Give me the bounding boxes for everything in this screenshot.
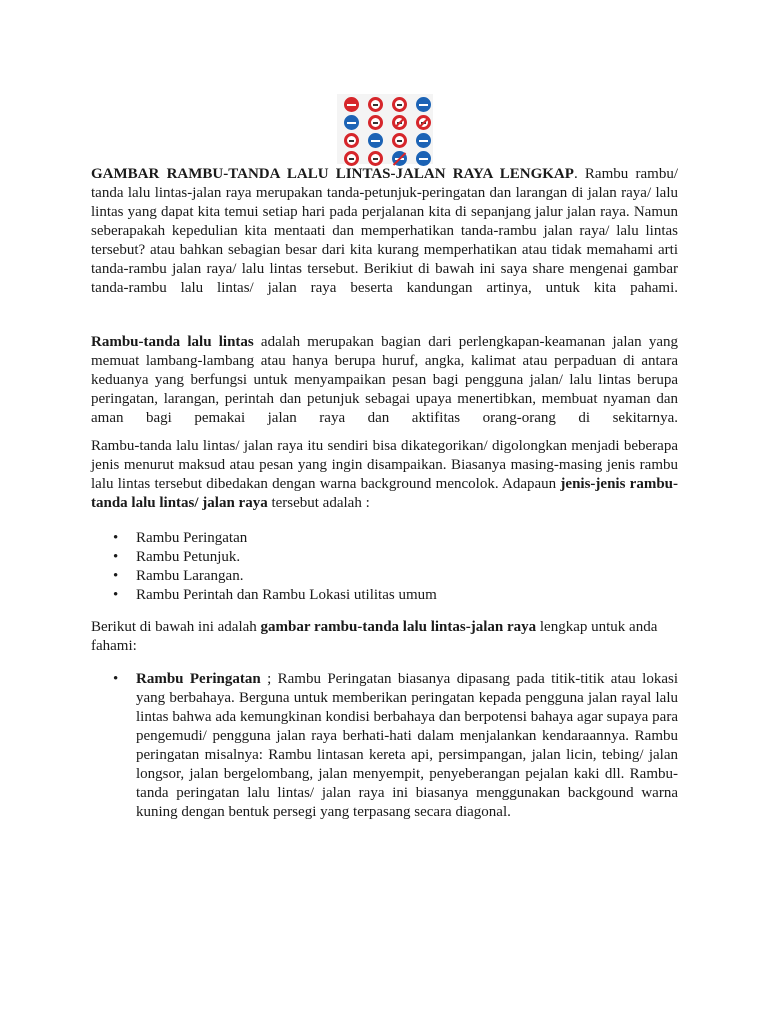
no-entry-ring-sign-icon (344, 133, 359, 148)
types-list-block (91, 529, 678, 605)
pedestrian-sign-icon (368, 115, 383, 130)
list-item: • Rambu Petunjuk. (91, 548, 678, 567)
intro-paragraph (91, 165, 678, 298)
peringatan-text: ; Rambu Peringatan biasanya dipasang pada titik-titik atau lokasi yang berbahaya. Berguna untuk memberikan peringatan kepada pengguna jalan rayal lalu lintas bahwa ada kemungkinan kondisi berbahaya dan berpotensi bahaya agar supaya para pengemudi/ pengguna jalan raya berhati-hati dalam menjalankan kendaraannya. Rambu peringatan misalnya: Rambu lintasan kereta api, persimpangan, jalan licin, tebing/ jalan longsor, jalan bergelombang, jalan menyempit, penyeberangan pejalan kaki dll. Rambu-tanda peringatan lalu lintas/ jalan raya ini biasanya menggunakan backgound warna kuning dengan bentuk persegi yang terpasang secara diagonal. (136, 671, 678, 820)
no-entry-sign-icon (344, 97, 359, 112)
direction-sign-icon (344, 115, 359, 130)
peringatan-block (91, 670, 678, 822)
no-turn-sign-icon (416, 115, 431, 130)
list-item: • Rambu Peringatan (91, 529, 678, 548)
no-car-sign-icon (392, 133, 407, 148)
categories-text: Rambu-tanda lalu lintas/ jalan raya itu sendiri bisa dikategorikan/ digolongkan menjadi beberapa jenis menurut maksud atau pesan yang ingin disampaikan. Biasanya masing-masing jenis rambu lalu lintas tersebut dibedakan dengan warna background mencolok. Adapaun (91, 438, 678, 492)
list-item: • Rambu Larangan. (91, 567, 678, 586)
bicycle-sign-icon (416, 151, 431, 166)
roundabout-sign-icon (416, 97, 431, 112)
gallery-intro-term: gambar rambu-tanda lalu lintas-jalan raya (260, 619, 537, 635)
list-item: • Rambu Perintah dan Rambu Lokasi utilitas umum (91, 586, 678, 605)
one-way-sign-icon (368, 133, 383, 148)
no-trucks-sign-icon (344, 151, 359, 166)
traffic-signs-image (337, 94, 433, 164)
types-list (91, 529, 678, 605)
gallery-intro-after: lengkap untuk anda fahami: (91, 619, 658, 654)
gallery-intro-before: Berikut di bawah ini adalah (91, 619, 261, 635)
definition-paragraph (91, 333, 678, 428)
no-stopping-sign-icon (392, 151, 407, 166)
sign-types-detail-list (91, 670, 678, 822)
categories-tail: tersebut adalah : (267, 495, 370, 511)
categories-paragraph (91, 437, 678, 513)
definition-term: Rambu-tanda lalu lintas (91, 334, 254, 350)
definition-text: adalah merupakan bagian dari perlengkapan-keamanan jalan yang memuat lambang-lambang atau hanya berupa huruf, angka, kalimat atau perpaduan di antara keduanya yang berfungsi untuk menyampaikan pesan bagi pengguna jalan/ lalu lintas berupa peringatan, larangan, perintah dan petunjuk sebagai upaya menertibkan, membuat nyaman dan aman bagi pemakai jalan raya dan aktifitas orang-orang di sekitarnya. (91, 334, 679, 426)
no-overtaking-sign-icon (392, 97, 407, 112)
speed-limit-sign-icon (368, 151, 383, 166)
list-item (91, 670, 678, 822)
article-title: GAMBAR RAMBU-TANDA LALU LINTAS-JALAN RAYA LENGKAP (91, 166, 574, 182)
keep-right-sign-icon (416, 133, 431, 148)
categories-term: jenis-jenis rambu-tanda lalu lintas/ jalan raya (91, 476, 679, 511)
no-parking-sign-icon (392, 115, 407, 130)
no-u-turn-sign-icon (368, 97, 383, 112)
gallery-intro-paragraph (91, 618, 678, 656)
intro-text: . Rambu rambu/ tanda lalu lintas-jalan raya merupakan tanda-petunjuk-peringatan dan larangan di jalan raya/ lalu lintas yang dapat kita temui setiap hari pada perjalanan kita di sepanjang jalur jalan raya. Namun seberapakah kepedulian kita mentaati dan memperhatikan tanda-rambu jalan raya/ lalu lintas tersebut? atau bahkan sebagian besar dari kita kurang memperhatikan atau tidak memahami arti tanda-rambu jalan raya/ lalu lintas tersebut. Berikiut di bawah ini saya share mengenai gambar tanda-rambu lalu lintas/ jalan raya beserta kandungan artinya, untuk kita pahami. (91, 166, 678, 296)
peringatan-term: Rambu Peringatan (136, 671, 261, 687)
